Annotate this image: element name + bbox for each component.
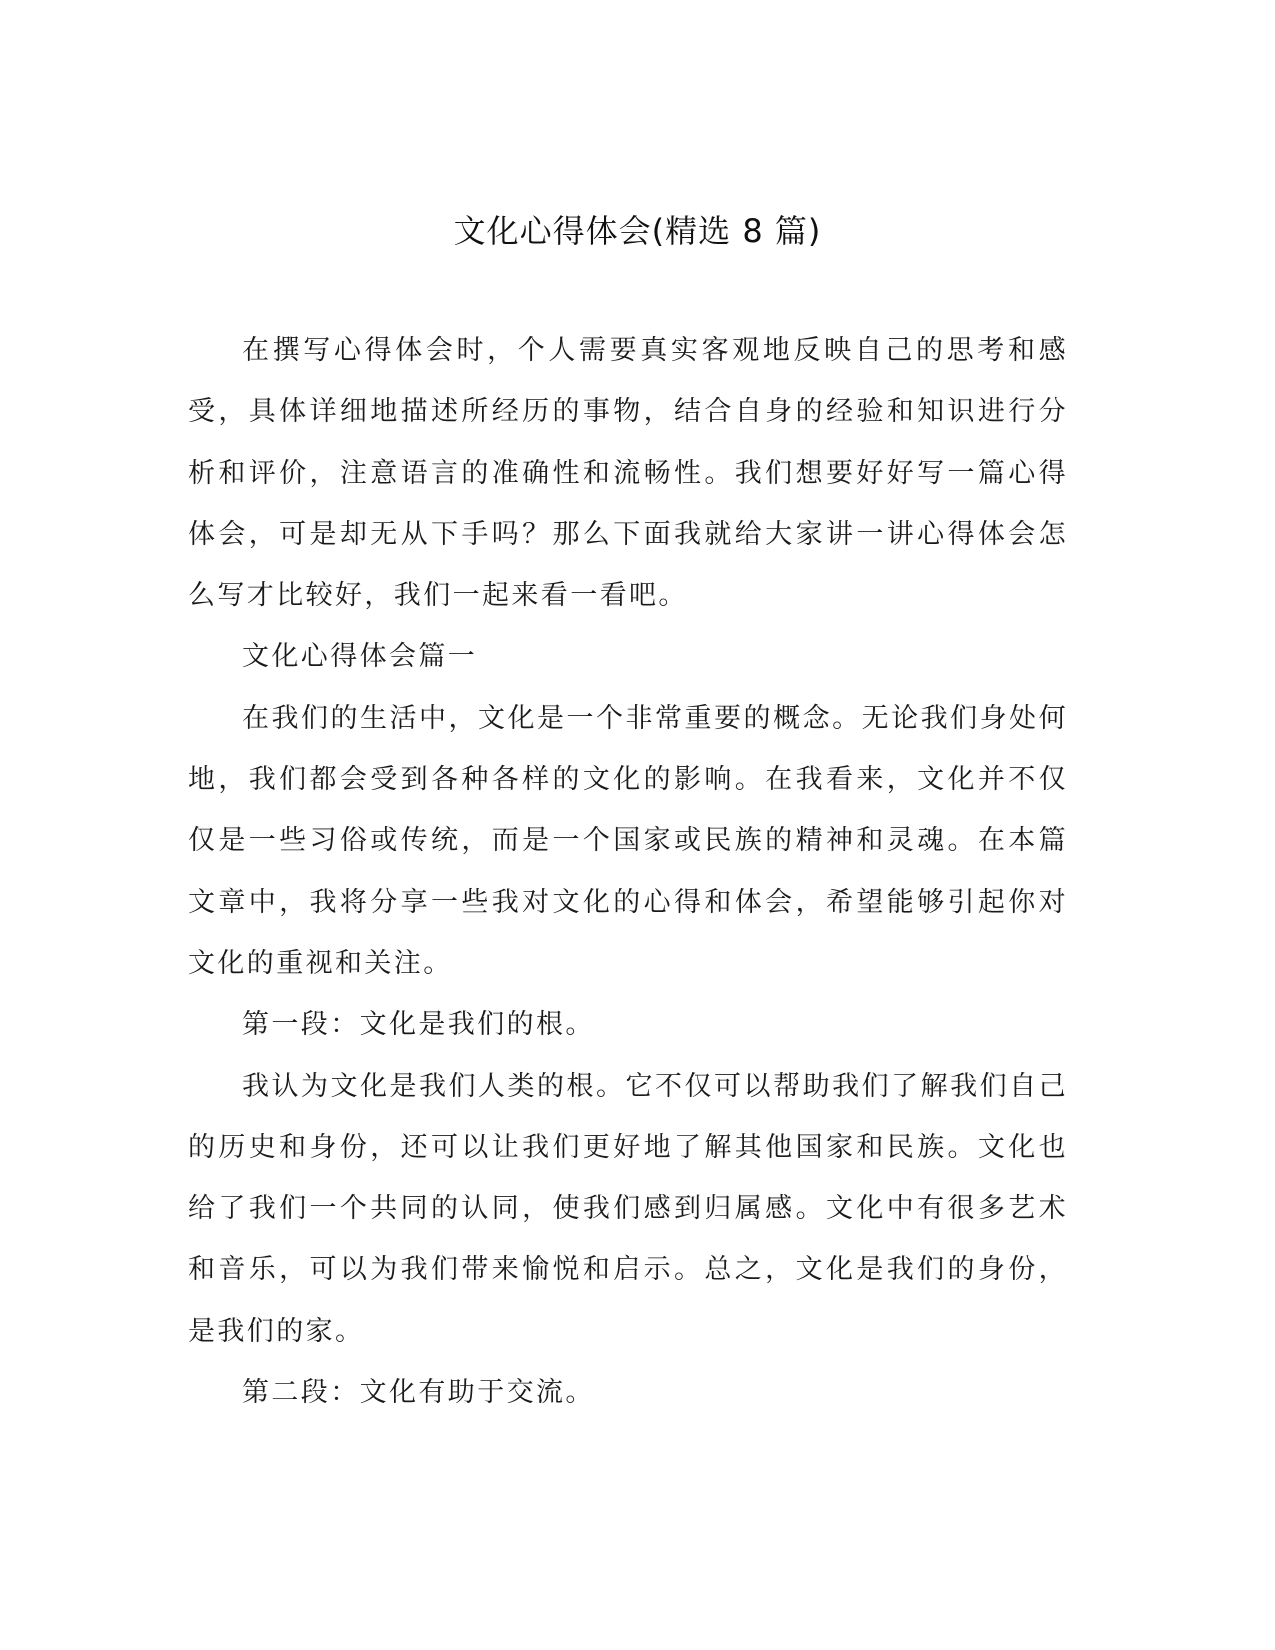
body-paragraph: 在我们的生活中，文化是一个非常重要的概念。无论我们身处何地，我们都会受到各种各样的文化的影响。在我看来，文化并不仅仅是一些习俗或传统，而是一个国家或民族的精神和灵魂。在本篇文章中，我将分享一些我对文化的心得和体会，希望能够引起你对文化的重视和关注。 [188, 702, 1068, 979]
document-title: 文化心得体会(精选 8 篇) [453, 212, 822, 250]
document-body [188, 320, 1068, 1423]
section-heading: 第一段：文化是我们的根。 [242, 1009, 595, 1041]
section-heading: 第二段：文化有助于交流。 [242, 1377, 595, 1409]
body-paragraph: 我认为文化是我们人类的根。它不仅可以帮助我们了解我们自己的历史和身份，还可以让我们更好地了解其他国家和民族。文化也给了我们一个共同的认同，使我们感到归属感。文化中有很多艺术和音乐，可以为我们带来愉悦和启示。总之，文化是我们的身份，是我们的家。 [188, 1070, 1068, 1347]
intro-paragraph: 在撰写心得体会时，个人需要真实客观地反映自己的思考和感受，具体详细地描述所经历的事物，结合自身的经验和知识进行分析和评价，注意语言的准确性和流畅性。我们想要好好写一篇心得体会，可是却无从下手吗？那么下面我就给大家讲一讲心得体会怎么写才比较好，我们一起来看一看吧。 [188, 335, 1068, 612]
section-heading: 文化心得体会篇一 [242, 641, 478, 673]
